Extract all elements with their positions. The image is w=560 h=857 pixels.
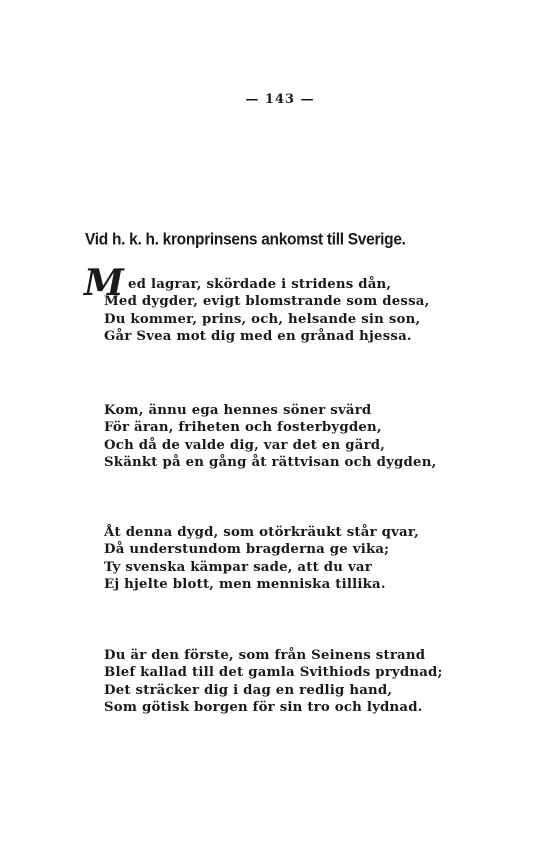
- stanza-2: [104, 402, 437, 472]
- poem-line: Då understundom bragderna ge vika;: [104, 542, 390, 558]
- poem-title: Vid h. k. h. kronprinsens ankomst till Sverige.: [85, 230, 406, 249]
- poem-line: För äran, friheten och fosterbygden,: [104, 420, 382, 436]
- poem-line: Och då de valde dig, var det en gärd,: [104, 437, 386, 453]
- page-number: — 143 —: [245, 92, 315, 107]
- poem-line: Blef kallad till det gamla Svithiods prydnad;: [104, 665, 443, 681]
- poem-line: Du är den förste, som från Seinens strand: [104, 648, 426, 663]
- poem-line: Med dygder, evigt blomstrande som dessa,: [104, 294, 430, 310]
- poem-line: Som götisk borgen för sin tro och lydnad.: [104, 700, 423, 716]
- poem-line: Du kommer, prins, och, helsande sin son,: [104, 311, 421, 327]
- poem-line: Går Svea mot dig med en grånad hjessa.: [104, 329, 412, 345]
- poem-line: Kom, ännu ega hennes söner svärd: [104, 403, 372, 418]
- poem-line: Ej hjelte blott, men menniska tillika.: [104, 577, 386, 593]
- poem-line: Ty svenska kämpar sade, att du var: [104, 559, 372, 575]
- poem-line: Det sträcker dig i dag en redlig hand,: [104, 682, 393, 698]
- drop-cap: M: [84, 262, 125, 304]
- poem-line: Skänkt på en gång åt rättvisan och dygden,: [104, 455, 437, 471]
- stanza-3: [104, 524, 424, 594]
- poem-line: Åt denna dygd, som otörkräukt står qvar,: [104, 525, 419, 540]
- stanza-1: [84, 262, 430, 346]
- poem-line-text: ed lagrar, skördade i stridens dån,: [128, 277, 392, 292]
- stanza-4: [104, 647, 443, 717]
